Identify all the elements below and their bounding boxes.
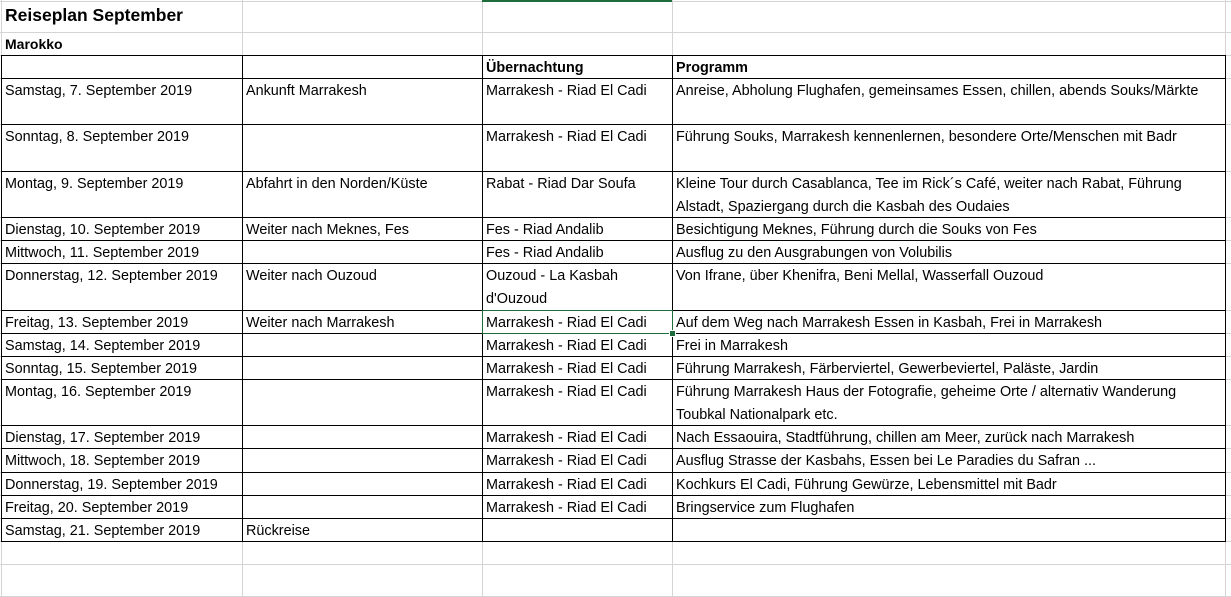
empty-cell[interactable] xyxy=(482,541,672,564)
table-border-horizontal xyxy=(1,356,1225,357)
cell-overnight[interactable]: Marrakesh - Riad El Cadi xyxy=(486,338,647,354)
cell-note[interactable]: Weiter nach Marrakesh xyxy=(246,315,395,331)
cell-program[interactable]: Kleine Tour durch Casablanca, Tee im Rick´s Café, weiter nach Rabat, Führung Alstadt, Spaziergang durch die Kasbah des Oudaies xyxy=(676,176,1182,215)
cell-note[interactable] xyxy=(242,425,482,448)
cell-program[interactable]: Besichtigung Meknes, Führung durch die Souks von Fes xyxy=(676,222,1037,238)
cell-note[interactable]: Abfahrt in den Norden/Küste xyxy=(246,176,428,192)
active-cell-selection[interactable] xyxy=(482,310,673,334)
cell-note[interactable] xyxy=(242,448,482,472)
empty-cell[interactable] xyxy=(672,564,1225,596)
cell-program[interactable]: Bringservice zum Flughafen xyxy=(676,500,855,516)
cell-note[interactable] xyxy=(242,240,482,263)
cell-program[interactable]: Von Ifrane, über Khenifra, Beni Mellal, Wasserfall Ouzoud xyxy=(676,268,1044,284)
cell-date[interactable]: Freitag, 20. September 2019 xyxy=(5,500,189,516)
cell-date[interactable]: Dienstag, 10. September 2019 xyxy=(5,222,201,238)
cell-program[interactable]: Führung Marrakesh Haus der Fotografie, geheime Orte / alternativ Wanderung Toubkal Nationalpark etc. xyxy=(676,384,1177,423)
cell-program[interactable]: Kochkurs El Cadi, Führung Gewürze, Lebensmittel mit Badr xyxy=(676,477,1057,493)
cell-date[interactable]: Samstag, 21. September 2019 xyxy=(5,523,201,539)
header-overnight[interactable]: Übernachtung xyxy=(486,60,584,76)
table-border-horizontal xyxy=(1,240,1225,241)
cell-program[interactable]: Führung Souks, Marrakesh kennenlernen, besondere Orte/Menschen mit Badr xyxy=(676,129,1177,145)
cell-date[interactable]: Freitag, 13. September 2019 xyxy=(5,315,189,331)
cell-overnight[interactable]: Rabat - Riad Dar Soufa xyxy=(486,176,636,192)
table-border-horizontal xyxy=(1,263,1225,264)
cell-overnight[interactable]: Marrakesh - Riad El Cadi xyxy=(486,361,647,377)
empty-cell[interactable] xyxy=(1,564,242,596)
header-cell-note[interactable] xyxy=(242,55,482,78)
sheet-subtitle[interactable]: Marokko xyxy=(5,36,63,52)
table-border-horizontal xyxy=(1,379,1225,380)
cell-program[interactable]: Führung Marrakesh, Färberviertel, Gewerbeviertel, Paläste, Jardin xyxy=(676,361,1099,377)
empty-cell[interactable] xyxy=(1,541,242,564)
table-border-vertical xyxy=(1225,55,1226,542)
cell-date[interactable]: Montag, 9. September 2019 xyxy=(5,176,184,192)
cell-note[interactable] xyxy=(242,472,482,495)
cell-note[interactable]: Ankunft Marrakesh xyxy=(246,83,367,99)
table-border-vertical xyxy=(242,55,243,542)
selected-column-marker xyxy=(482,0,672,2)
table-border-horizontal xyxy=(1,518,1225,519)
table-border-vertical xyxy=(672,55,673,542)
cell-date[interactable]: Samstag, 14. September 2019 xyxy=(5,338,201,354)
empty-cell[interactable] xyxy=(242,564,482,596)
cell-date[interactable]: Sonntag, 15. September 2019 xyxy=(5,361,198,377)
cell-overnight[interactable]: Marrakesh - Riad El Cadi xyxy=(486,453,647,469)
table-border-horizontal xyxy=(1,448,1225,449)
cell-date[interactable]: Montag, 16. September 2019 xyxy=(5,384,192,400)
cell-note[interactable] xyxy=(242,333,482,356)
cell-overnight[interactable]: Marrakesh - Riad El Cadi xyxy=(486,129,647,145)
cell-program[interactable]: Nach Essaouira, Stadtführung, chillen am Meer, zurück nach Marrakesh xyxy=(676,430,1135,446)
cell-overnight[interactable]: Fes - Riad Andalib xyxy=(486,222,604,238)
table-border-horizontal xyxy=(1,55,1225,56)
cell-program[interactable]: Anreise, Abholung Flughafen, gemeinsames Essen, chillen, abends Souks/Märkte xyxy=(676,83,1199,99)
cell-date[interactable]: Mittwoch, 11. September 2019 xyxy=(5,245,200,261)
header-cell-date[interactable] xyxy=(1,55,242,78)
cell-note[interactable] xyxy=(242,495,482,518)
cell-overnight[interactable]: Marrakesh - Riad El Cadi xyxy=(486,384,647,400)
table-border-horizontal xyxy=(1,78,1225,79)
empty-cell[interactable] xyxy=(672,541,1225,564)
table-border-horizontal xyxy=(1,425,1225,426)
header-program[interactable]: Programm xyxy=(676,60,748,76)
table-border-horizontal xyxy=(1,171,1225,172)
cell-note[interactable] xyxy=(242,356,482,379)
cell-note[interactable]: Weiter nach Ouzoud xyxy=(246,268,377,284)
table-border-horizontal xyxy=(1,472,1225,473)
cell-date[interactable]: Donnerstag, 12. September 2019 xyxy=(5,268,218,284)
empty-cell[interactable] xyxy=(242,541,482,564)
table-border-vertical xyxy=(1,55,2,542)
cell-note[interactable] xyxy=(242,379,482,425)
cell-program[interactable]: Ausflug Strasse der Kasbahs, Essen bei Le Paradies du Safran ... xyxy=(676,453,1096,469)
cell-date[interactable]: Dienstag, 17. September 2019 xyxy=(5,430,201,446)
cell-date[interactable]: Donnerstag, 19. September 2019 xyxy=(5,477,218,493)
table-border-horizontal xyxy=(1,495,1225,496)
cell-overnight[interactable]: Marrakesh - Riad El Cadi xyxy=(486,83,647,99)
cell-note[interactable]: Rückreise xyxy=(246,523,310,539)
cell-program[interactable]: Auf dem Weg nach Marrakesh Essen in Kasbah, Frei in Marrakesh xyxy=(676,315,1103,331)
fill-handle[interactable] xyxy=(669,330,676,337)
empty-cell[interactable] xyxy=(482,564,672,596)
cell-overnight[interactable]: Marrakesh - Riad El Cadi xyxy=(486,477,647,493)
cell-program[interactable] xyxy=(672,518,1225,541)
cell-overnight[interactable]: Fes - Riad Andalib xyxy=(486,245,604,261)
cell-overnight[interactable]: Ouzoud - La Kasbah d'Ouzoud xyxy=(486,268,619,307)
cell-overnight[interactable]: Marrakesh - Riad El Cadi xyxy=(486,315,647,331)
cell-date[interactable]: Samstag, 7. September 2019 xyxy=(5,83,193,99)
table-border-horizontal xyxy=(1,217,1225,218)
cell-date[interactable]: Sonntag, 8. September 2019 xyxy=(5,129,190,145)
cell-overnight[interactable] xyxy=(482,518,672,541)
table-border-vertical xyxy=(482,55,483,542)
cell-overnight[interactable]: Marrakesh - Riad El Cadi xyxy=(486,500,647,516)
table-border-horizontal xyxy=(1,541,1225,542)
cell-note[interactable]: Weiter nach Meknes, Fes xyxy=(246,222,409,238)
sheet-title[interactable]: Reiseplan September xyxy=(5,5,183,25)
cell-overnight[interactable]: Marrakesh - Riad El Cadi xyxy=(486,430,647,446)
cell-note[interactable] xyxy=(242,124,482,171)
cell-program[interactable]: Frei in Marrakesh xyxy=(676,338,788,354)
table-border-horizontal xyxy=(1,124,1225,125)
cell-date[interactable]: Mittwoch, 18. September 2019 xyxy=(5,453,201,469)
cell-program[interactable]: Ausflug zu den Ausgrabungen von Volubilis xyxy=(676,245,953,261)
